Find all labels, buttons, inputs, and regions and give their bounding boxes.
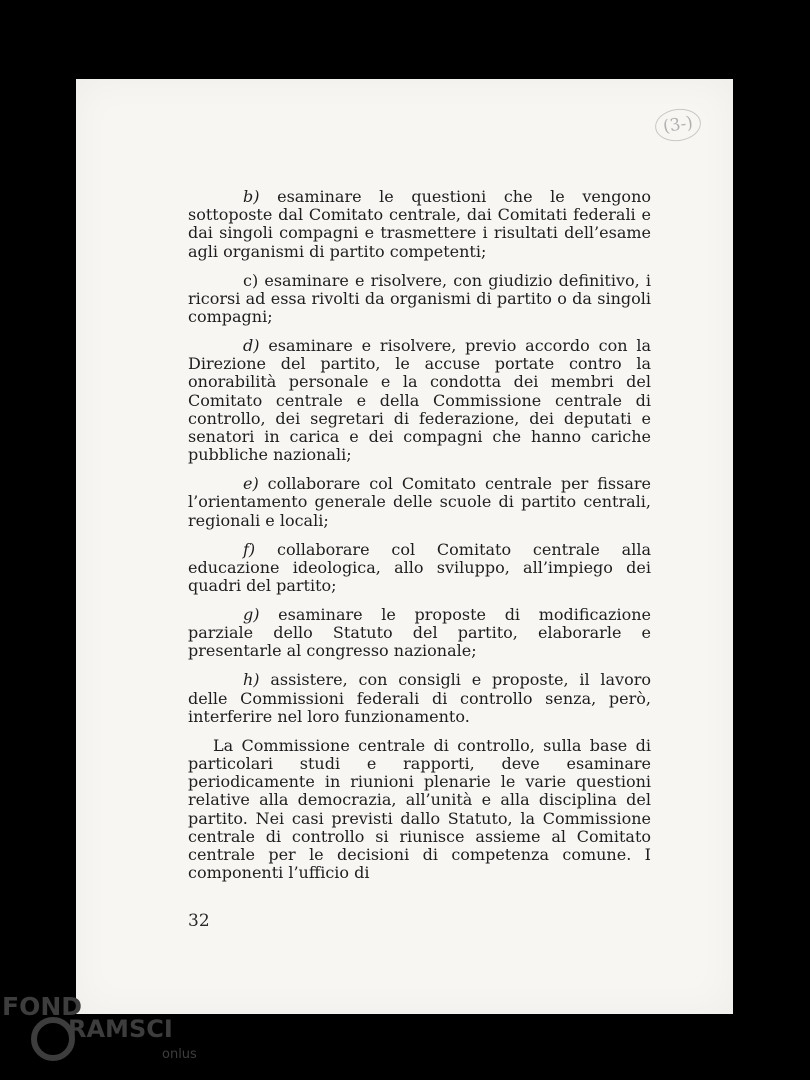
list-item — [188, 541, 651, 596]
list-item — [188, 606, 651, 661]
item-label: f) — [243, 539, 256, 559]
item-text: collaborare col Comitato centrale alla educazione ideologica, allo sviluppo, all’impiego dei quadri del partito; — [188, 539, 651, 596]
closing-paragraph: La Commissione centrale di controllo, sulla base di particolari studi e rapporti, deve esaminare periodicamente in riunioni plenarie le varie questioni relative alla democrazia, all’unità e alla disciplina del partito. Nei casi previsti dallo Statuto, la Commissione centrale di controllo si riunisce assieme al Comitato centrale per le decisioni di competenza comune. I componenti l’ufficio di — [188, 735, 651, 883]
body-text — [188, 188, 651, 893]
item-label: h) — [243, 670, 260, 690]
item-text: esaminare e risolvere, previo accordo con la Direzione del partito, le accuse portate contro la onorabilità personale e la condotta dei membri del Comitato centrale e della Commissione centrale di controllo, dei segretari di federazione, dei deputati e senatori in carica e dei compagni che hanno cariche pubbliche nazionali; — [188, 336, 651, 465]
item-text: esaminare le proposte di modificazione parziale dello Statuto del partito, elaborarle e presentarle al congresso nazionale; — [188, 605, 651, 661]
item-label: g) — [243, 605, 260, 625]
watermark-fond-text: FOND — [2, 992, 83, 1021]
item-text: esaminare le questioni che le vengono sottoposte dal Comitato centrale, dai Comitati federali e dai singoli compagni e trasmettere i risultati dell’esame agli organismi di partito competenti; — [188, 187, 651, 261]
list-item — [188, 188, 651, 261]
watermark-gramsci-text: RAMSCI — [68, 1015, 173, 1043]
list-item — [188, 671, 651, 726]
watermark-onlus-text: onlus — [162, 1047, 197, 1062]
page-number: 32 — [188, 911, 210, 931]
item-label: c) — [243, 270, 259, 290]
list-item — [188, 272, 651, 327]
item-label: b) — [243, 187, 260, 206]
item-label: e) — [243, 474, 259, 494]
item-text: assistere, con consigli e proposte, il lavoro delle Commissioni federali di controllo senza, però, interferire nel loro funzionamento. — [188, 670, 651, 726]
fondazione-gramsci-watermark — [0, 992, 220, 1080]
list-item — [188, 337, 651, 464]
scanned-page — [76, 79, 733, 1014]
item-text: esaminare e risolvere, con giudizio definitivo, i ricorsi ad essa rivolti da organismi di partito o da singoli compagni; — [188, 270, 651, 327]
item-label: d) — [243, 336, 260, 356]
list-item — [188, 475, 651, 530]
item-text: collaborare col Comitato centrale per fissare l’orientamento generale delle scuole di partito centrali, regionali e locali; — [188, 474, 651, 530]
handwritten-page-mark: (3-) — [653, 106, 703, 144]
